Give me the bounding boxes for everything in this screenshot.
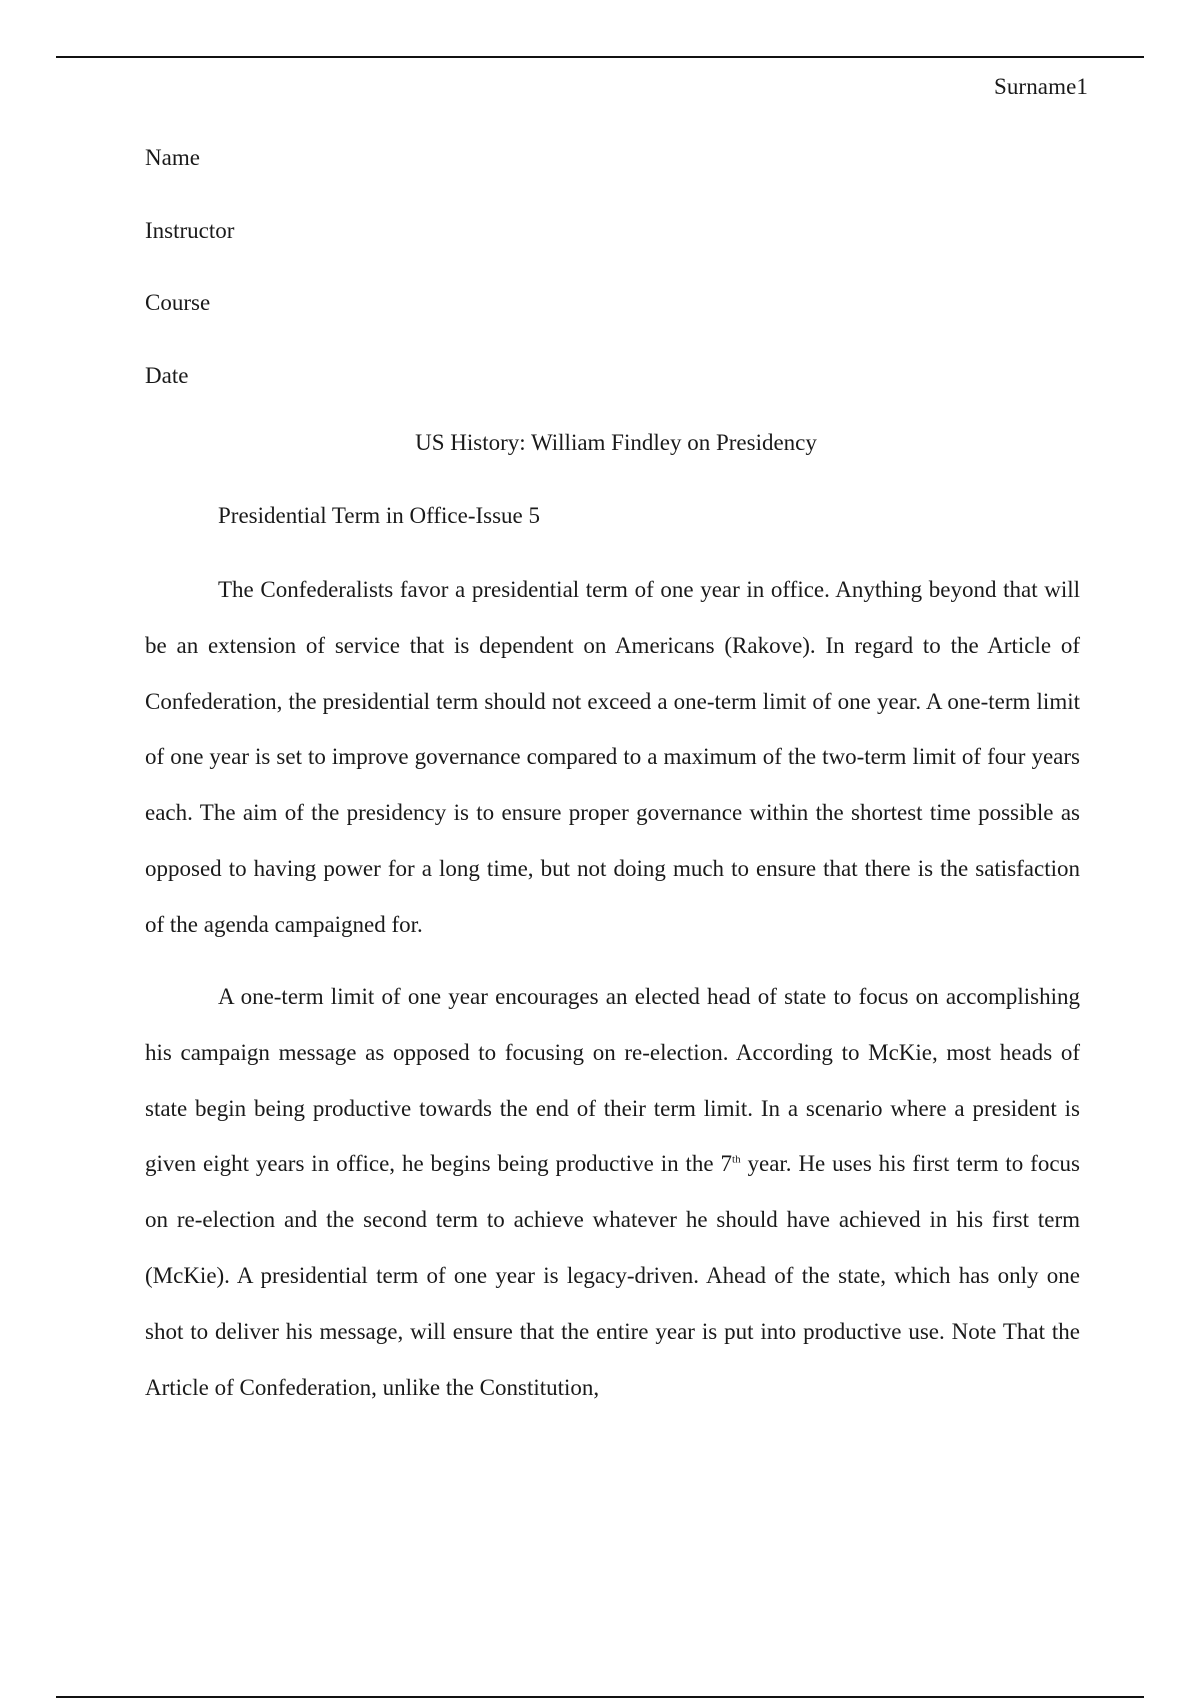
top-rule — [56, 56, 1144, 58]
heading-name: Name — [145, 145, 200, 170]
ordinal-superscript: th — [732, 1153, 741, 1166]
heading-block — [145, 143, 234, 433]
paragraph-2-text-b: year. He uses his first term to focus on re-election and the second term to achieve whatever he should have achieved in his first term (McKie). A presidential term of one year is legacy-driven. Ahead of the state, which has only one shot to deliver his message, will ensure that the entire year is put into productive use. Note That the Article of Confederation, unlike the Constitution, — [145, 1151, 1080, 1400]
body-paragraph-1: The Confederalists favor a presidential term of one year in office. Anything beyond that will be an extension of service that is dependent on Americans (Rakove). In regard to the Article of Confederation, the presidential term should not exceed a one-term limit of one year. A one-term limit of one year is set to improve governance compared to a maximum of the two-term limit of four years each. The aim of the presidency is to ensure proper governance within the shortest time possible as opposed to having power for a long time, but not doing much to ensure that there is the satisfaction of the agenda campaigned for. — [145, 577, 1080, 937]
heading-instructor: Instructor — [145, 217, 235, 243]
paper-title: US History: William Findley on Presidency — [415, 430, 817, 455]
heading-date: Date — [145, 362, 189, 388]
section-subheading: Presidential Term in Office-Issue 5 — [218, 503, 541, 528]
paragraph-2-text-a: A one-term limit of one year encourages an elected head of state to focus on accomplishing his campaign message as opposed to focusing on re-election. According to McKie, most heads of state begin being productive towards the end of their term limit. In a scenario where a president is given eight years in office, he begins being productive in the 7 — [145, 984, 1080, 1177]
heading-course: Course — [145, 290, 211, 315]
body-paragraph-2 — [145, 969, 1080, 1415]
bottom-rule — [56, 1696, 1144, 1698]
running-head: Surname1 — [993, 74, 1088, 99]
